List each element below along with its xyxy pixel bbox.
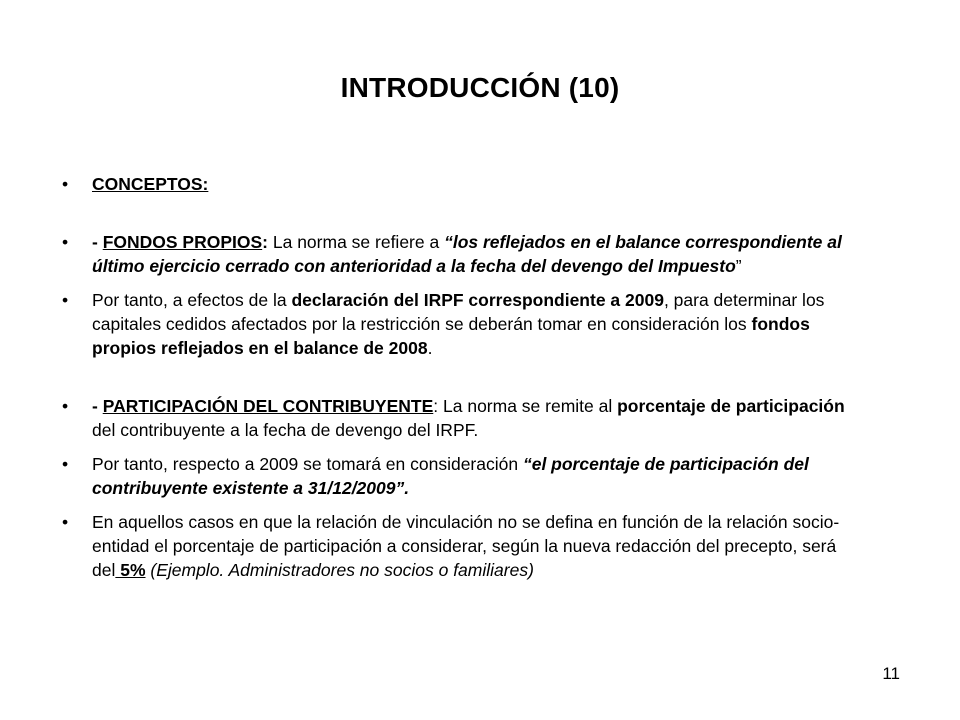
- colon: :: [262, 232, 273, 252]
- slide-content: [62, 172, 862, 592]
- text-segment: En aquellos casos en que la relación de vinculación no se defina en función de la relación socio-entidad el porcentaje de participación a considerar, según la nueva redacción del precepto, será del: [92, 512, 840, 580]
- bullet-vinculacion: [62, 510, 862, 582]
- five-percent: 5%: [115, 560, 146, 580]
- bullet-dot: •: [62, 454, 69, 474]
- fondos-propios-intro: La norma se refiere a: [272, 232, 445, 252]
- page-number: 11: [882, 664, 900, 683]
- conceptos-heading: CONCEPTOS:: [92, 174, 209, 194]
- porcentaje-participacion: porcentaje de participación: [617, 396, 845, 416]
- dash: -: [92, 232, 103, 252]
- fondos-propios-term: FONDOS PROPIOS: [102, 232, 263, 252]
- bullet-dot: •: [62, 290, 69, 310]
- text-segment: : La norma se remite al: [433, 396, 618, 416]
- porcentaje-quote: “el porcentaje de participación del contribuyente existente a 31/12/2009”.: [92, 454, 809, 498]
- text-segment: , para determinar los capitales cedidos afectados por la restricción se deberán tomar en consideración los: [92, 290, 825, 334]
- text-segment: Por tanto, respecto a 2009 se tomará en consideración: [92, 454, 523, 474]
- bullet-dot: •: [62, 396, 69, 416]
- dash: -: [92, 396, 103, 416]
- fondos-propios-quote: “los reflejados en el balance correspondiente al último ejercicio cerrado con anterioridad a la fecha del devengo del Impuesto: [92, 232, 842, 276]
- bullet-participacion: [62, 394, 862, 442]
- bullet-por-tanto-2008: [62, 288, 862, 360]
- text-segment: Por tanto, a efectos de la: [92, 290, 292, 310]
- text-segment: .: [427, 338, 433, 358]
- bullet-por-tanto-2009: [62, 452, 862, 500]
- bullet-dot: •: [62, 232, 69, 252]
- ejemplo-note: (Ejemplo. Administradores no socios o familiares): [145, 560, 534, 580]
- bullet-conceptos: [62, 172, 862, 196]
- text-segment: del contribuyente a la fecha de devengo del IRPF.: [92, 420, 479, 440]
- participacion-term: PARTICIPACIÓN DEL CONTRIBUYENTE: [102, 396, 434, 416]
- slide-title: INTRODUCCIÓN (10): [340, 72, 620, 103]
- bullet-dot: •: [62, 512, 69, 532]
- fondos-propios-2008: fondos propios reflejados en el balance de 2008: [92, 314, 810, 358]
- bullet-fondos-propios: [62, 230, 862, 278]
- closing-quote: ”: [735, 256, 742, 276]
- bullet-dot: •: [62, 174, 69, 194]
- declaracion-irpf-2009: declaración del IRPF correspondiente a 2009: [291, 290, 664, 310]
